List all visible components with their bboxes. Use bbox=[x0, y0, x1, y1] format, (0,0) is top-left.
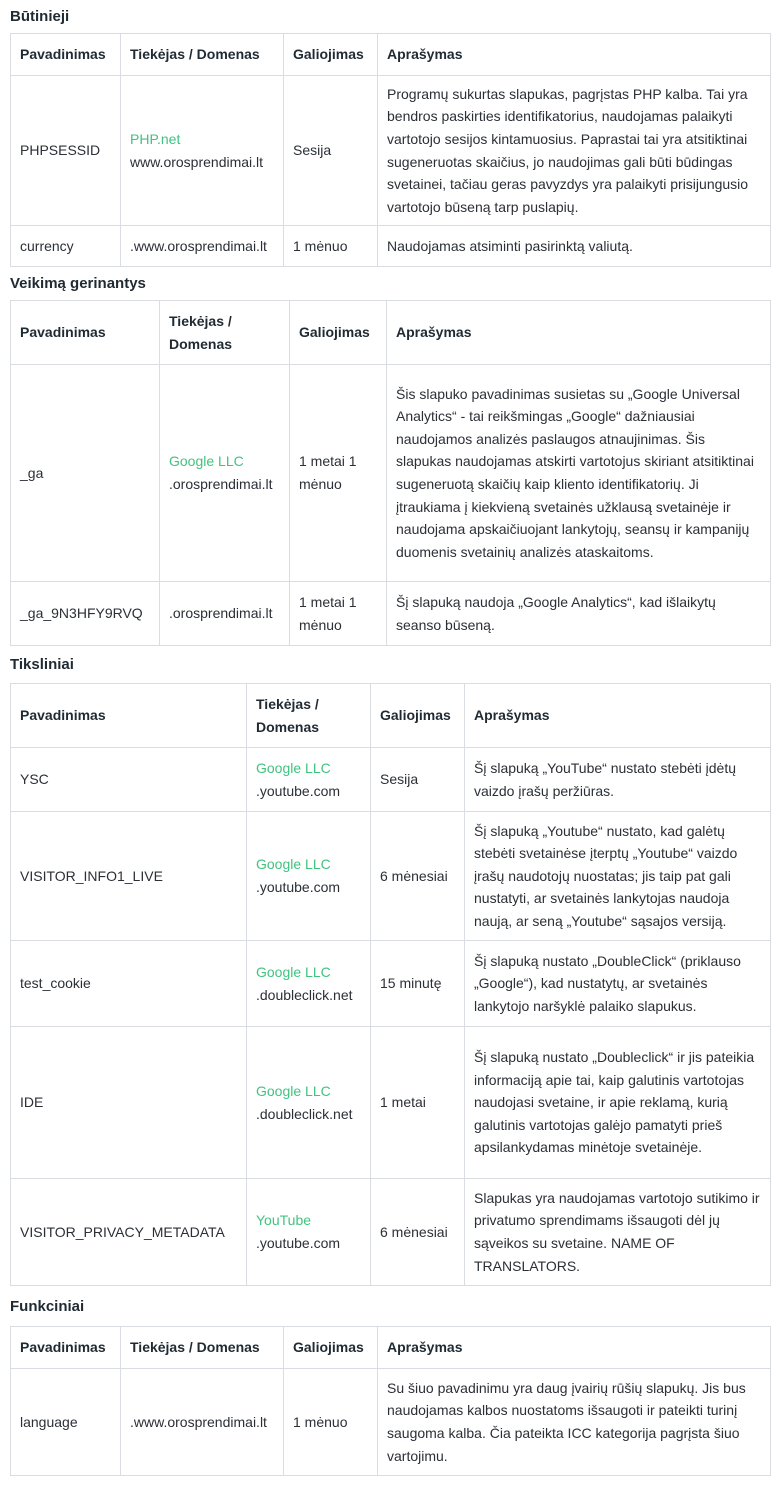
header-description: Aprašymas bbox=[378, 1327, 771, 1369]
cookie-expiry: 1 mėnuo bbox=[284, 226, 378, 267]
section-title bbox=[10, 1286, 770, 1326]
cookie-expiry: 1 metai 1 mėnuo bbox=[290, 365, 387, 582]
table-header-row bbox=[11, 34, 771, 76]
header-name: Pavadinimas bbox=[11, 1327, 121, 1369]
header-provider: Tiekėjas / Domenas bbox=[121, 34, 284, 76]
cookie-expiry: 1 metai 1 mėnuo bbox=[290, 582, 387, 646]
cookie-provider-cell bbox=[160, 582, 290, 646]
cookie-provider-cell bbox=[247, 941, 371, 1027]
cookie-name: currency bbox=[11, 226, 121, 267]
header-expiry: Galiojimas bbox=[284, 34, 378, 76]
provider-link[interactable]: YouTube bbox=[256, 1212, 312, 1229]
cookie-provider-cell bbox=[121, 76, 284, 226]
cookie-provider-cell bbox=[247, 812, 371, 941]
cookie-expiry: 6 mėnesiai bbox=[371, 1179, 465, 1286]
cookie-expiry: 1 mėnuo bbox=[284, 1369, 378, 1476]
cookie-provider-cell bbox=[121, 1369, 284, 1476]
cookie-domain: .orosprendimai.lt bbox=[169, 605, 273, 622]
header-expiry: Galiojimas bbox=[284, 1327, 378, 1369]
cookie-description: Šį slapuką „Youtube“ nustato, kad galėtų stebėti svetainėse įterptų „Youtube“ vaizdo įrašų naudotojų nuostatas; jis taip pat gali nustatyti, ar svetainės lankytojas naudoja naują, ar seną „Youtube“ sąsajos versiją. bbox=[465, 812, 771, 941]
cookie-name: PHPSESSID bbox=[11, 76, 121, 226]
cookie-domain: .www.orosprendimai.lt bbox=[130, 1413, 267, 1430]
header-expiry: Galiojimas bbox=[371, 684, 465, 748]
header-provider: Tiekėjas / Domenas bbox=[121, 1327, 284, 1369]
cookie-domain: .doubleclick.net bbox=[256, 1105, 353, 1122]
header-description: Aprašymas bbox=[465, 684, 771, 748]
provider-link[interactable]: Google LLC bbox=[169, 453, 244, 470]
cookie-domain: .youtube.com bbox=[256, 879, 341, 895]
cookie-description: Programų sukurtas slapukas, pagrįstas PHP kalba. Tai yra bendros paskirties identifikatorius, naudojamas palaikyti vartotojo sesijos kintamuosius. Paprastai tai yra atsitiktinai sugeneruotas skaičius, jo naudojimas gali būti būdingas svetainei, tačiau geras pavyzdys yra palaikyti prisijungusio vartotojo būseną tarp puslapių. bbox=[378, 76, 771, 226]
cookie-domain: .orosprendimai.lt bbox=[169, 476, 273, 492]
cookie-expiry: Sesija bbox=[371, 748, 465, 812]
cookie-description: Su šiuo pavadinimu yra daug įvairių rūšių slapukų. Jis bus naudojamas kalbos nuostatoms išsaugoti ir pateikti turinį saugoma kalba. Čia pateikta ICC kategorija pagrįsta šiuo vartojimu. bbox=[378, 1369, 771, 1476]
section-title bbox=[10, 0, 770, 33]
cookie-expiry: 15 minutę bbox=[371, 941, 465, 1027]
provider-link[interactable]: Google LLC bbox=[256, 856, 331, 873]
cookie-description: Šis slapuko pavadinimas susietas su „Google Universal Analytics“ - tai reikšmingas „Google“ dažniausiai naudojamos analizės paslaugos atnaujinimas. Šis slapukas naudojamas atskirti vartotojus skiriant atsitiktinai sugeneruotą skaičių kaip kliento identifikatorių. Ji įtraukiama į kiekvieną svetainės užklausą svetainėje ir naudojama apskaičiuojant lankytojų, seansų ir kampanijų duomenis svetainių analizės ataskaitoms. bbox=[387, 365, 771, 582]
cookie-provider-cell bbox=[247, 1027, 371, 1179]
cookie-description: Šį slapuką naudoja „Google Analytics“, kad išlaikytų seanso būseną. bbox=[387, 582, 771, 646]
cookie-name: _ga bbox=[11, 365, 160, 582]
cookie-description: Šį slapuką nustato „Doubleclick“ ir jis pateikia informaciją apie tai, kaip galutinis vartotojas naudojasi svetaine, ir apie reklamą, kurią galutinis vartotojas galėjo pamatyti prieš apsilankydamas minėtoje svetainėje. bbox=[465, 1027, 771, 1179]
table-row bbox=[11, 226, 771, 267]
table-row bbox=[11, 748, 771, 812]
table-row bbox=[11, 1179, 771, 1286]
table-row bbox=[11, 1027, 771, 1179]
cookie-description: Slapukas yra naudojamas vartotojo sutikimo ir privatumo sprendimams išsaugoti dėl jų sąveikos su svetaine. NAME OF TRANSLATORS. bbox=[465, 1179, 771, 1286]
section-title bbox=[10, 267, 770, 300]
cookie-expiry: Sesija bbox=[284, 76, 378, 226]
cookie-expiry: 6 mėnesiai bbox=[371, 812, 465, 941]
header-provider: Tiekėjas / Domenas bbox=[160, 301, 290, 365]
provider-link[interactable]: Google LLC bbox=[256, 1082, 331, 1099]
cookie-name: IDE bbox=[11, 1027, 247, 1179]
cookie-name: YSC bbox=[11, 748, 247, 812]
cookie-table bbox=[10, 1326, 771, 1476]
provider-link[interactable]: PHP.net bbox=[130, 130, 181, 147]
header-name: Pavadinimas bbox=[11, 301, 160, 365]
table-row bbox=[11, 1369, 771, 1476]
table-row bbox=[11, 812, 771, 941]
table-header-row bbox=[11, 1327, 771, 1369]
table-header-row bbox=[11, 684, 771, 748]
cookie-provider-cell bbox=[160, 365, 290, 582]
table-row bbox=[11, 582, 771, 646]
cookie-name: _ga_9N3HFY9RVQ bbox=[11, 582, 160, 646]
header-expiry: Galiojimas bbox=[290, 301, 387, 365]
provider-link[interactable]: Google LLC bbox=[256, 759, 331, 776]
section-heading: Tiksliniai bbox=[10, 656, 74, 673]
table-row bbox=[11, 365, 771, 582]
cookie-provider-cell bbox=[247, 748, 371, 812]
cookie-provider-cell bbox=[247, 1179, 371, 1286]
cookie-domain: .youtube.com bbox=[256, 1235, 341, 1251]
cookie-domain: .youtube.com bbox=[256, 782, 341, 799]
table-header-row bbox=[11, 301, 771, 365]
section-heading: Funkciniai bbox=[10, 1297, 85, 1315]
cookie-description: Naudojamas atsiminti pasirinktą valiutą. bbox=[378, 226, 771, 267]
cookie-name: language bbox=[11, 1369, 121, 1476]
cookie-name: test_cookie bbox=[11, 941, 247, 1027]
header-name: Pavadinimas bbox=[11, 684, 247, 748]
table-row bbox=[11, 941, 771, 1027]
cookie-table bbox=[10, 33, 771, 267]
header-description: Aprašymas bbox=[387, 301, 771, 365]
provider-link[interactable]: Google LLC bbox=[256, 963, 331, 980]
section-heading: Veikimą gerinantys bbox=[10, 275, 146, 292]
cookie-table bbox=[10, 300, 771, 646]
cookie-provider-cell bbox=[121, 226, 284, 267]
cookie-description: Šį slapuką nustato „DoubleClick“ (priklauso „Google“), kad nustatytų, ar svetainės lankytojo naršyklė palaiko slapukus. bbox=[465, 941, 771, 1027]
header-name: Pavadinimas bbox=[11, 34, 121, 76]
cookie-table bbox=[10, 683, 771, 1286]
table-row bbox=[11, 76, 771, 226]
cookie-domain: .www.orosprendimai.lt bbox=[130, 237, 267, 254]
header-provider: Tiekėjas / Domenas bbox=[247, 684, 371, 748]
section-title bbox=[10, 646, 770, 683]
header-description: Aprašymas bbox=[378, 34, 771, 76]
cookie-expiry: 1 metai bbox=[371, 1027, 465, 1179]
cookie-domain: www.orosprendimai.lt bbox=[130, 153, 264, 170]
cookie-description: Šį slapuką „YouTube“ nustato stebėti įdėtų vaizdo įrašų peržiūras. bbox=[465, 748, 771, 812]
section-heading: Būtinieji bbox=[10, 8, 70, 25]
cookie-name: VISITOR_PRIVACY_METADATA bbox=[11, 1179, 247, 1286]
cookie-domain: .doubleclick.net bbox=[256, 986, 353, 1003]
cookie-name: VISITOR_INFO1_LIVE bbox=[11, 812, 247, 941]
